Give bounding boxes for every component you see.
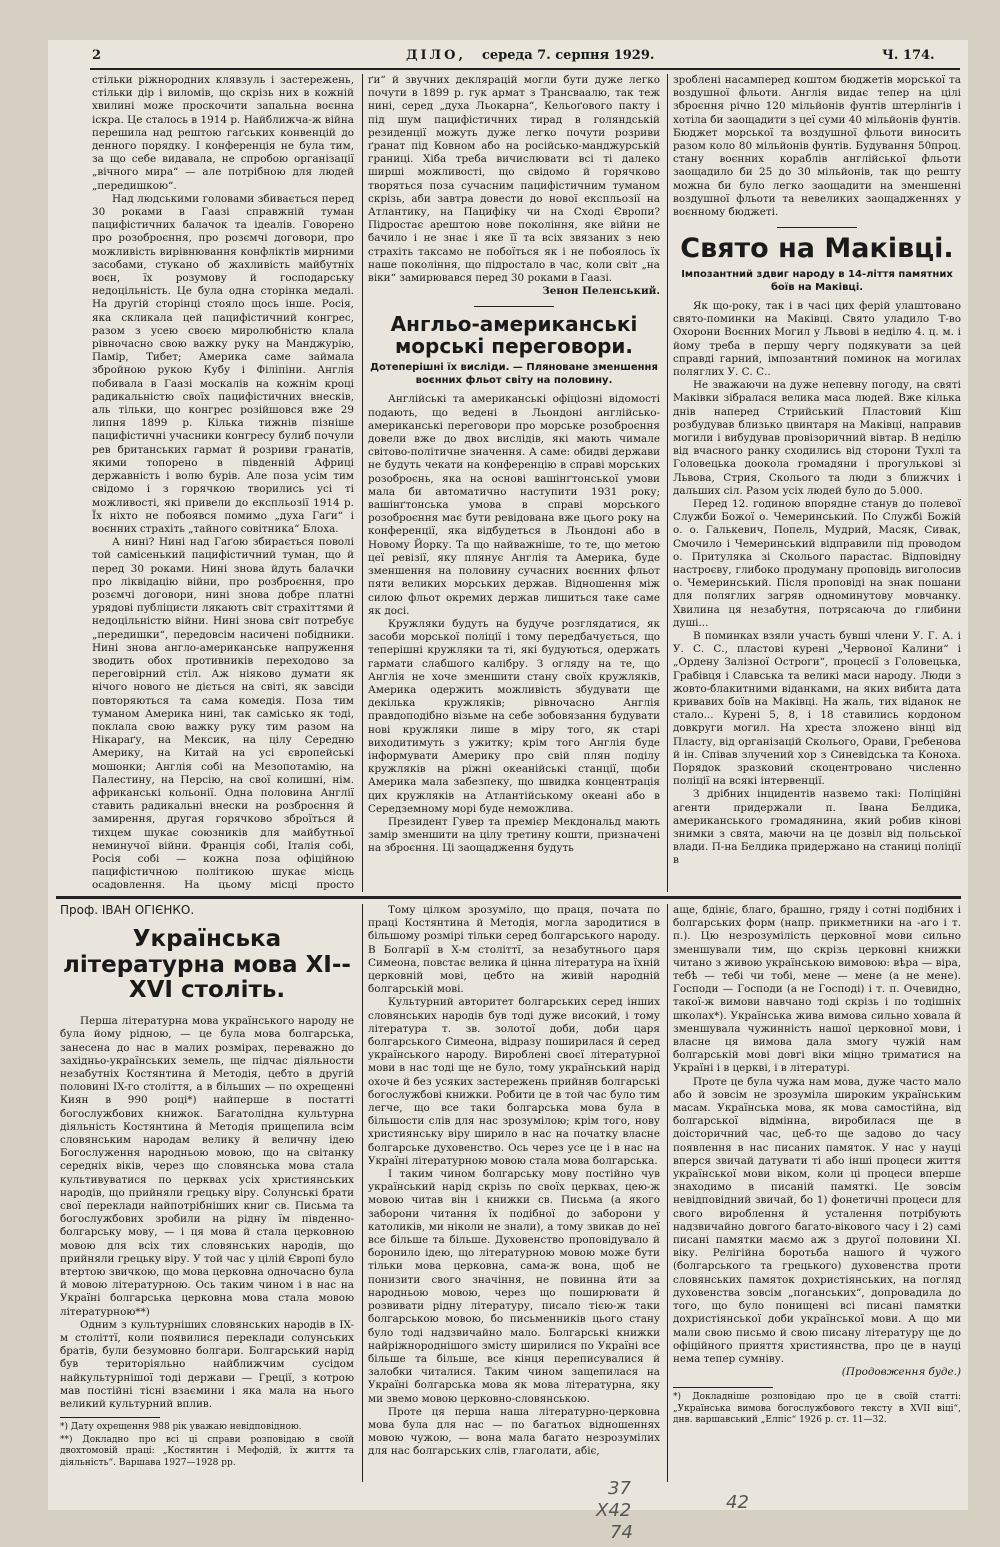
paragraph: Перша літературна мова українського народу не була йому рідною, — це була мова болгарська, занесена до нас в малих розмірах, переважно до західньо-українських земель, ще підчас діяльности незабутніх Костянтина й Методія, цебто в другій половині IX-го століття, а в більших — по охрещенні Киян в 990 році*) найперше в постатті богослужбових книжок. Багатолідна культурна діяльність Костянтина й Методія прищепила всім словянським народам велику й величну ідею Богослуження народньою мовою, що на світанку середніх віків, через що словянська мова стала культивуватися по церквах усіх християнських народів, що прийняли грецьку віру. Солунські брати свої переклади найпотрібніших книг св. Письма та богослужбових зробили на рідну їм південно-болгарську мову, — і ця мова й стала церковною мовою для всіх тих словянських народів, що прийняли грецьку віру. У той час у цілій Європі було втертою звичкою, що мова церковна одночасно була й мовою літературною. Ось таким чином і в нас на Україні болгарська церковна мова стала мовою літературною**) [60, 1015, 354, 1318]
language-article-col3 [673, 904, 961, 1484]
paragraph: Одним з культурніших словянських народів в IX-м століттї, коли появилися переклади солунських братів, були безумовно болгари. Болгарський нарід був територіяльно найближчим сусідом найкультурнішої тоді держави — Греції, з котрою мав постійні тісні взаємини і яка мала на нього великий культурний вплив. [60, 1318, 354, 1410]
paragraph: Кружляки будуть на будуче розглядатися, як засоби морської поліції і тому передбачується, що теперішні кружляки та ті, які будуються, одержать гармати слабшого калібру. З огляду на те, що Англія не хоче зменшити стану своїх кружляків, Америка одержить можливість збудувати ще декілька кружляків; рівночасно Англія правдоподібно візьме на себе зобовязання будувати нові кружляки лише в міру того, як старі виходитимуть з ужитку; крім того Англія буде інформувати Америку про свій плян поділу кружляків на ріжні океанійські станції, щоби Америка мала забезпеку, що швидка концентрація цих кружляків на Атлантійському океані або в Середземному морі буде неможлива. [368, 617, 660, 815]
page-header [46, 46, 961, 68]
header-rule [90, 68, 960, 70]
column-divider [667, 74, 668, 892]
language-article-col2 [368, 904, 660, 1484]
column-divider [667, 904, 668, 1482]
author-signature: Зенон Пеленський. [542, 285, 660, 298]
handwritten-number: Х42 [596, 1500, 632, 1521]
page-number: 2 [92, 48, 102, 63]
paragraph: зроблені насамперед коштом бюджетів морської та воздушної фльоти. Англія видає тепер на цілі зброєння річно 120 мільйонів фунтів штерлінґів і хотіла би заощадити з цеї суми 40 мільйонів фунтів. Бюджет морської та воздушної фльоти виносить разом коло 80 мільйонів фунтів. Будування 50проц. стану воєнних кораблів англійської фльоти заощадило би 25 до 30 мільйонів, так що решту можна би було легко заощадити на зменшенні воздушної фльоти та невеликих заощадженнях у воєнному бюджеті. [673, 74, 961, 219]
article-author: Проф. ІВАН ОГІЄНКО. [60, 904, 195, 917]
footnotes [60, 1422, 354, 1469]
language-article-col1 [60, 904, 354, 1484]
paragraph: З дрібних інцидентів назвемо такі: Поліційні агенти придержали п. Івана Белдика, американського громадянина, який робив кінові знимки з свята, маючи на це дозвіл від польської влади. П-на Белдика придержано на станиці поліції в [673, 788, 961, 867]
paragraph: стільки ріжнородних клявзуль і застережень, стільки дір і виломів, що скрізь них в кожній хвилині може проскочити запальна воєнна іскра. Це сталось в 1914 р. Найближча-ж війна перешила над рештою гаґських конвенцій до денного порядку. І конференція не була тим, за що себе видавала, не спробою організації „вічного мира“ — але потрібною для людей „передишкою“. [92, 74, 354, 192]
column-divider [362, 904, 363, 1482]
issue-date: середа 7. серпня 1929. [482, 48, 655, 63]
article-title: Українська літературна мова XI--XVI століть. [63, 926, 351, 1003]
paragraph: Як що-року, так і в часі цих ферій улаштовано свято-поминки на Маківці. Свято уладило Т-во Охорони Воєнних Могил у Львові в неділю 4. ц. м. і йому треба в першу чергу подякувати за цей справді гарний, імпозантний поминок на могилах поляглих У. С. С.. [673, 299, 961, 378]
paragraph: Проте ця перша наша літературно-церковна мова була для нас — по багатьох відношеннях мовою чужою, — вона мала багато незрозумілих для нас болгарських слів, глаголати, абіє, [368, 1405, 660, 1458]
newspaper-name: ДІЛО, [406, 48, 466, 63]
footnote: *) Докладніше розповідаю про це в своїй статті: „Українська вимова богослужбового тексту в XVII віці“, днв. варшавський „Елпіс“ 1926 р. ст. 11—32. [673, 1392, 961, 1426]
paragraph: Культурний авторитет болгарських серед інших словянських народів був тоді дуже високий, і тому література т. зв. золотої доби, доби царя болгарського Симеона, відразу поширилася й серед українського народу. Вироблені своєї літературної мови в нас тоді ще не було, тому український нарід охоче й без усяких застережень прийняв болгарські богослужбові книжки. Робити це в той час було тим легче, що все таки болгарська мова була в більшости слів для нас зрозумілою; крім того, нову християнську віру ширило в нас на початку власне болгарське духовенство. Ось через усе це і в нас на Україні літературною мовою стала мова болгарська. [368, 996, 660, 1167]
paragraph: Перед 12. годиною впорядне станув до полевої Служби Божої о. Чемеринський. По Службі Божій о. о. Галькевич, Попель, Мудрий, Масяк, Сивак, Смочило і Чемеринський відправили під проводом о. Притуляка зі Сколього парастас. Відповідну настроєву, глибоко продуману проповідь виголосив о. Чемеринський. Після проповіді на знак пошани для поляглих загряв одноминутову мовчанку. Хвилина ця незабутня, потрясаюча до глибини душі... [673, 497, 961, 629]
paragraph: І таким чином болгарську мову постійно чув український нарід скрізь по своїх церквах, цею-ж мовою читав він і книжки св. Письма (а якого заборони читання їх подібної до заборони у католиків, ми ніколи не знали), а тому звикав до неї все більше та більше. Духовенство проповідувало й боронило ідею, що літературною мовою може бути тільки мова церковна, сама-ж вона, щоб не понизити свого значіння, не повинна йти за народньою мовою, через що поширювати й розвивати рідну літературу, писало тією-ж таки болгарською мовою, бо письменників цього стану було тоді надзвичайно мало. Болгарські книжки найріжнороднішого змісту ширилися по Україні все більше та більше, все кінця переписувалися й залобки читалися. Таким чином защепилася на Україні болгарська мова як мова літературна, яку ми звемо мовою церковно-словянською. [368, 1168, 660, 1405]
footnote: *) Дату охрещення 988 рік уважаю невідповідною. [60, 1422, 302, 1433]
paragraph: аще, бдініє, благо, брашно, гряду і сотні подібних і болгарських форм (напр. прикметники на -аго і т. п.). Цю незрозумілість церковної мови сильно зменшували тим, що скрізь церковні книжки читано з живою українською вимовою: вѣра — віра, тебѣ — тебі чи тобі, мене — мене (а не мене). Господи — Господи (а не Господі) і т. п. Очевидно, такої-ж вимови навчано тоді скрізь і по тодішніх школах*). Українська жива вимова сильно ховала й зменшувала чужинність нашої церковної мови, і власне ця вимова дала змогу чужій нам болгарській мові довгі віки міцно триматися на Україні і в церкві, і в літературі. [673, 904, 961, 1075]
issue-number: Ч. 174. [882, 48, 935, 63]
paragraph: Над людськими головами збивається перед 30 роками в Гаазі справжній туман пацифістичних балачок та ідеалів. Говорено про розоброєння, про розємчі договори, про можливість вирівнювання конфліктів мирними засобами, стукано об жахливість майбутніх воєн, їх розумову й господарську недоцільність. Це була одна сторінка медалі. На другій сторінці стояло щось інше. Росія, яка скликала цей пацифістичний конгрес, разом з усею своєю миролюбністю клала рівночасно свою важку руку на Манджурію, Памір, Тибет; Америка саме займала збройною рукою Кубу і Філіпіни. Англія побивала в Гаазі москалів на кожнім кроці радикальністю своїх пацифістичних внесків, аль тільки, що конгрес розійшовся вже 29 липня 1899 р. Кілька тижнів пізніше пацифістичні учасники конгресу булиб почули рев британських гармат й розриви гранатів, якими топорено в південній Африці державність і волю бурів. Але поза усім тим свідомо і з горячкою творились усі ті можливості, які привели до експльозії 1914 р. Їх ніхто не побоявся помимо „духа Гаґи“ і воєнних страхіть „тайного совітника“ Блоха. [92, 192, 354, 535]
paragraph: В поминках взяли участь бувші члени У. Г. А. і У. С. С., пластові курені „Червоної Калини“ і „Ордену Залізної Остроги“, процесії з Головецька, Грабівця і Славська та великі маси народу. Люди з жовто-блакитними віданками, на яких вибита дата кривавих боїв на Маківці. На жаль, тих віданок не стало... Курені 5, 8, і 18 ставились кордоном довкруги могил. На хреста зложено вінці від Пласту, від організацій Сколього, Орави, Гребенова й ін. Співав злучений хор з Синевідська та Коноха. Порядок зразковий скоцентровано численно поліції на всякі інтервенції. [673, 630, 961, 788]
footnote-rule [60, 1417, 160, 1418]
editorial-column [92, 74, 354, 892]
section-divider [56, 896, 961, 899]
paragraph: Проте це була чужа нам мова, дуже часто мало або й зовсім не зрозуміла широким українським масам. Українська мова, як мова самостійна, від болгарської відмінна, виробилася ще в доісторичний час, цеб-то ще задово до часу появлення в нас писаних памяток. У нас у науці вперся звичай датувати ті або інші процеси життя української мови віком, коли ці процеси вперше знаходимо в писаній памяткі. Це зовсім невідповідний звичай, бо 1) фонетичні процеси для свого вироблення й усталення потрібують надзвичайно довгого багато-вікового часу і 2) самі писані памятки маємо аж з другої половини XI. віку. Релігійна боротьба нашого й чужого (болгарського та грецького) духовенства проти словянських памяток дохристіянських, на погляд духовенства зовсім „поганських“, допровадила до того, що було понищені всі писані памятки дохристіянської доби української мови. А що ми мали свою письмо й свою писану літературу ще до офіційного прияття християнства, про це в науці нема тепер сумніву. [673, 1075, 961, 1365]
continuation-note: (Продовження буде.) [841, 1366, 961, 1379]
article-title: Англьо-американські морські переговори. [390, 312, 638, 359]
article-subtitle: Імпозантний здвиг народу в 14-ліття памятних боїв на Маківці. [681, 268, 953, 293]
makivka-column [673, 74, 961, 892]
article-separator [777, 227, 857, 228]
column-divider [362, 74, 363, 892]
footnote-rule [673, 1387, 773, 1388]
handwritten-number: 42 [726, 1492, 749, 1513]
handwritten-number: 74 [610, 1522, 633, 1543]
paragraph: Президент Гувер та премієр Мекдональд мають замір зменшити на цілу третину кошти, призначені на зброєння. Ці заощадження будуть [368, 815, 660, 855]
footnote: **) Докладно про всі ці справи розповідаю в своїй двохтомовій праці: „Костянтин і Мефодій, їх життя та діяльність“. Варшава 1927—1928 рр. [60, 1434, 354, 1468]
paragraph: Тому цілком зрозуміло, що праця, почата по праці Костянтина й Методія, могла зародитися в більшому розмірі тільки серед болгарського народу. В Болгарії в X-м століттї, за незабутнього царя Симеона, повстає велика й цінна література на їхній церковній мові, цебто на живій народній болгарській мові. [368, 904, 660, 996]
paragraph: Англійські та американські офіціозні відомості подають, що ведені в Льондоні англійсько-американські переговори про морське розоброєння довели вже до двох вислідів, які мають чимале світово-політичне значення. А саме: обидві держави не будуть чекати на конференцію в справі морських розоброєнь, яка на основі вашінґтонської умови мала би автоматично наступити 1931 року; вашінґтонська умова в справі морського розоброєння має бути ревідована вже цього року на конференції, яка відбудеться в Льондоні або в Новому Йорку. Та що найважніше, то те, що метою цеї ревізії, яку плянує Англія та Америка, буде зменшення на половину сучасних воєнних фльот пяти великих морських держав. Відношення між силою фльот окремих держав лишиться таке саме як досі. [368, 393, 660, 617]
paragraph: А нині? Нині над Гаґою збирається поволі той самісенький пацифістичний туман, що й перед 30 роками. Нині знова йдуть балачки про ліквідацію війни, про розброєння, про розємчі договори, нині знова добре платні урядові публіцисти лякають світ страхіттями й недоцільністю війни. Нині знова світ потребує „передишки“, передовсім насичені побідники. Нині знова англо-американське напруження зводить обох противників переходово за переговірний стіл. Аж ніяково думати як нічого нового не діється на світі, як завсіди повторяються та сама комедія. Поза тим туманом Америка нині, так самісько як тоді, поклала свою важку руку тим разом на Нікараґу, на Мексик, на цілу Середню Америку, на Китай на усі європейські мошонки; Англія собі на Мезопотамію, на Палестину, на Персію, на свої колишні, нім. африканські кольонії. Одна половина Англії ставить радикальні внески на розброєння й замирення, другая горячково зброїться й тихцем шукає союзників для майбутньої неминучої війни. Франція собі, Італія собі, Росія собі — кожна поза офіційною пацифістичною політикою шукає місць осадовлення. На цьому місці просто [92, 536, 354, 892]
article-separator [474, 306, 554, 307]
article-subtitle: Дотеперішні їх висліди. — Пляноване зменшення воєнних фльот світу на половину. [370, 362, 658, 387]
article-title: Свято на Маківці. [680, 233, 954, 265]
naval-talks-column [368, 74, 660, 892]
footnotes [673, 1392, 961, 1427]
handwritten-number: 37 [608, 1478, 631, 1499]
paragraph: Не зважаючи на дуже непевну погоду, на святі Маківки зібралася велика маса людей. Вже кілька днів наперед Стрийський Пластовий Кіш розбудував близько цвинтаря на Маківці, направив могили і вибудував провізоричний вівтар. В неділю від вчасного ранку сходились від сторони Тухлі та Головецька доокола громадяни і прогулькові зі Львова, Стрия, Сколього та люди з ближчих і дальших сіл. Разом усіх людей було до 5.000. [673, 379, 961, 497]
paragraph: ґи“ й звучних деклярацій могли бути дуже легко почути в 1899 р. гук армат з Трансваалю, так теж нині, серед „духа Льокарна“, Кельоґового пакту і під шум пацифістичних тирад в голяндській резиденції можуть дуже легко почути розриви ґранат під Ковном або на російсько-манджурській границі. Хіба треба вичислювати всі ті далеко ширші можливості, що свідомо й горячково творяться поза сучасним пацифістичним туманом скрізь, аби завтра довести до нової експльозії на Атлантику, на Пацифіку чи на Сході Європи? Підростає арештою нове покоління, яке війни не бачило і не знає і яке її та всіх звязаних з нею страхіть таксамо не побоїться як і не побоялось їх наше покоління, що підростало в час, коли світ „на віки“ замирювався перед 30 роками в Гаазі. [368, 74, 660, 285]
